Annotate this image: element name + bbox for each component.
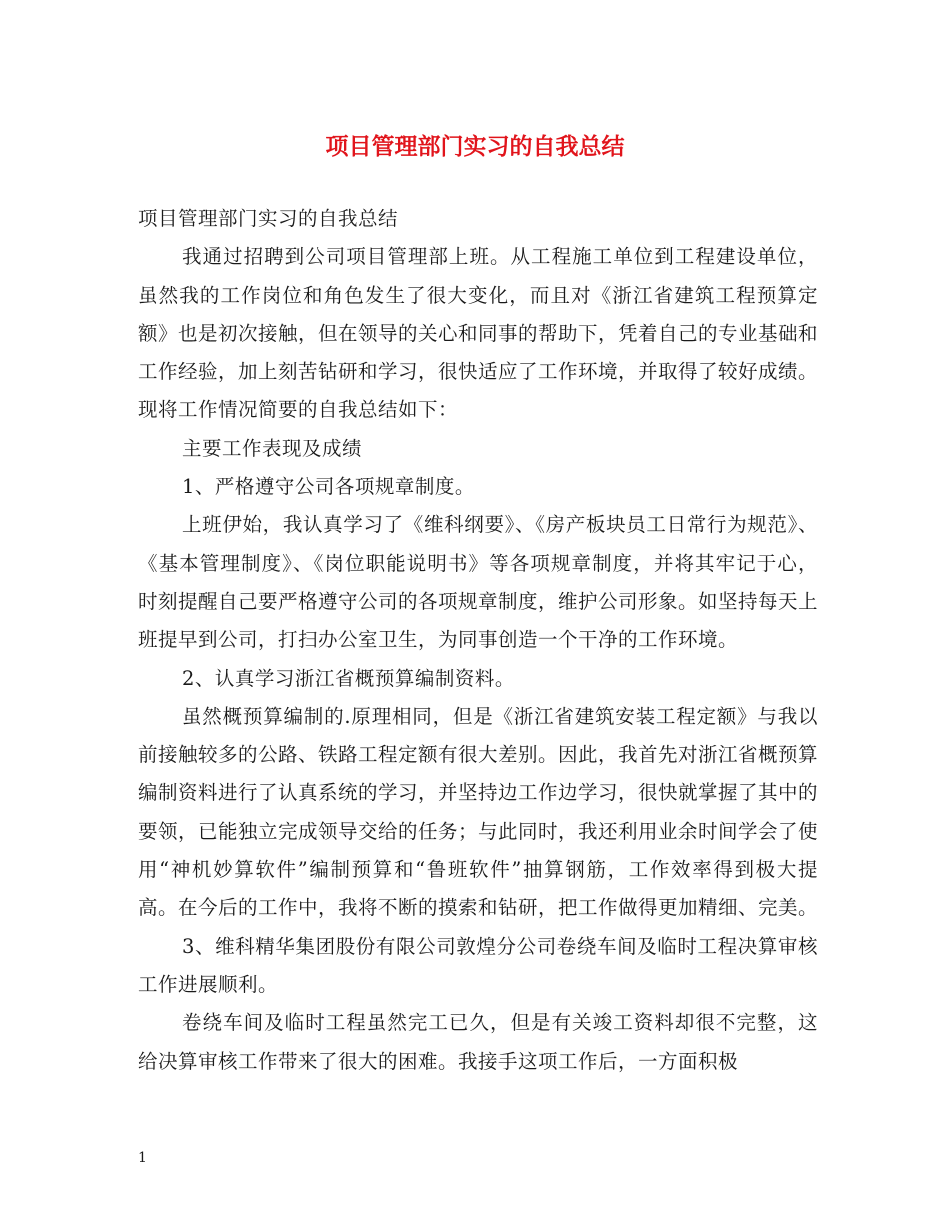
body-paragraph: 上班伊始，我认真学习了《维科纲要》、《房产板块员工日常行为规范》、《基本管理制度》、《岗位职能说明书》等各项规章制度，并将其牢记于心，时刻提醒自己要严格遵守公司的各项规章制度，维护公司形象。如坚持每天上班提早到公司，打扫办公室卫生，为同事创造一个干净的工作环境。 — [138, 513, 819, 652]
body-paragraph: 虽然概预算编制的.原理相同，但是《浙江省建筑安装工程定额》与我以前接触较多的公路、铁路工程定额有很大差别。因此，我首先对浙江省概预算编制资料进行了认真系统的学习，并坚持边工作边学习，很快就掌握了其中的要领，已能独立完成领导交给的任务；与此同时，我还利用业余时间学会了使用“神机妙算软件”编制预算和“鲁班软件”抽算钢筋，工作效率得到极大提高。在今后的工作中，我将不断的摸索和钻研，把工作做得更加精细、完美。 — [138, 704, 819, 920]
document-title: 项目管理部门实习的自我总结 — [325, 133, 625, 160]
document-body — [138, 200, 818, 1081]
section-heading: 主要工作表现及成绩 — [182, 436, 363, 460]
body-paragraph: 我通过招聘到公司项目管理部上班。从工程施工单位到工程建设单位，虽然我的工作岗位和角色发生了很大变化，而且对《浙江省建筑工程预算定额》也是初次接触，但在领导的关心和同事的帮助下，凭着自己的专业基础和工作经验，加上刻苦钻研和学习，很快适应了工作环境，并取得了较好成绩。现将工作情况简要的自我总结如下： — [138, 245, 819, 422]
body-paragraph: 卷绕车间及临时工程虽然完工已久，但是有关竣工资料却很不完整，这给决算审核工作带来了很大的困难。我接手这项工作后，一方面积极 — [138, 1011, 818, 1073]
body-paragraph: 项目管理部门实习的自我总结 — [138, 207, 399, 230]
list-item-heading: 2、认真学习浙江省概预算编制资料。 — [182, 666, 515, 690]
list-item-heading: 1、严格遵守公司各项规章制度。 — [182, 475, 475, 499]
page-number: 1 — [138, 1150, 147, 1166]
list-item-heading: 3、维科精华集团股份有限公司敦煌分公司卷绕车间及临时工程决算审核工作进展顺利。 — [138, 934, 818, 996]
